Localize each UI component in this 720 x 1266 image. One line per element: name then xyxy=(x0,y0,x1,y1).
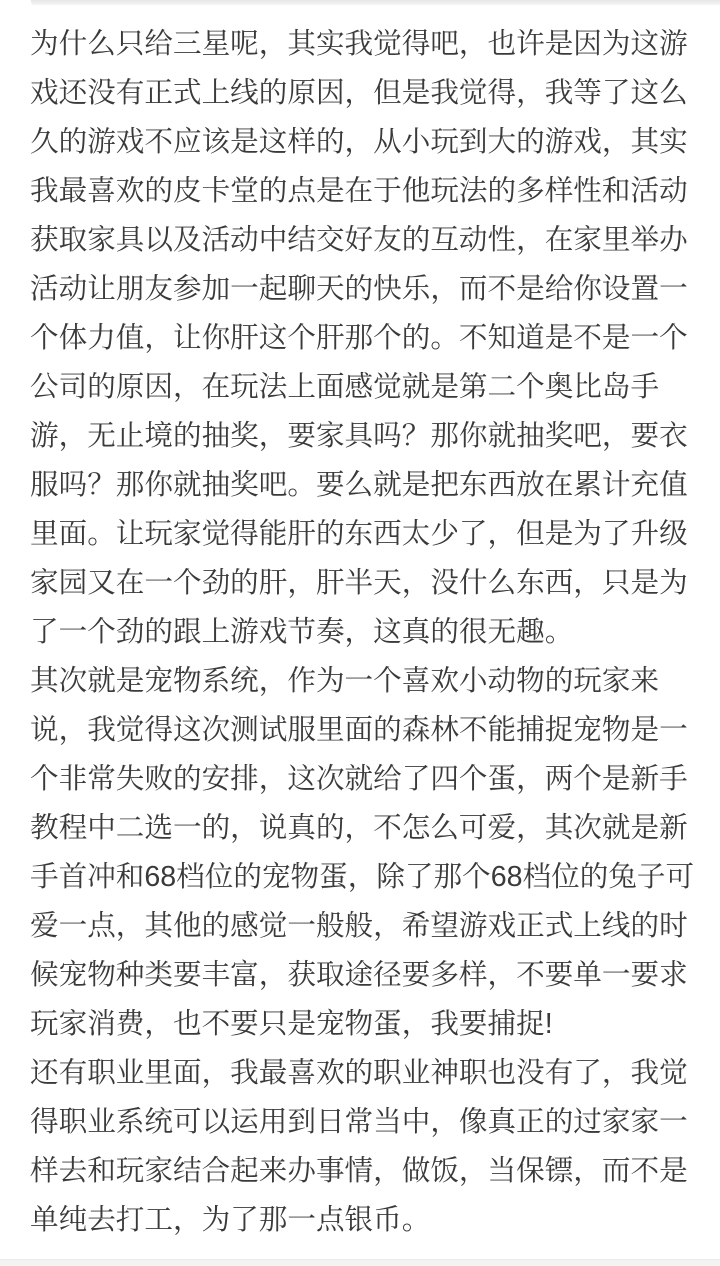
review-line: 手首冲和68档位的宠物蛋，除了那个68档位的兔子可 xyxy=(30,861,695,893)
review-line: 为什么只给三星呢，其实我觉得吧，也许是因为这游 xyxy=(30,28,688,60)
review-line: 单纯去打工，为了那一点银币。 xyxy=(30,1204,431,1236)
review-line: 游，无止境的抽奖，要家具吗？那你就抽奖吧，要衣 xyxy=(30,420,688,452)
review-paragraph-gameplay xyxy=(30,20,692,657)
review-line: 候宠物种类要丰富，获取途径要多样，不要单一要求 xyxy=(30,959,688,991)
review-line: 其次就是宠物系统，作为一个喜欢小动物的玩家来 xyxy=(30,665,660,697)
review-line: 了一个劲的跟上游戏节奏，这真的很无趣。 xyxy=(30,616,574,648)
review-paragraph-jobs xyxy=(30,1049,692,1245)
review-line: 个非常失败的安排，这次就给了四个蛋，两个是新手 xyxy=(30,763,688,795)
review-paragraph-pets xyxy=(30,657,695,1049)
review-line: 获取家具以及活动中结交好友的互动性，在家里举办 xyxy=(30,224,688,256)
review-line: 样去和玩家结合起来办事情，做饭，当保镖，而不是 xyxy=(30,1155,688,1187)
review-line: 玩家消费，也不要只是宠物蛋，我要捕捉! xyxy=(30,1008,553,1040)
review-line: 公司的原因，在玩法上面感觉就是第二个奥比岛手 xyxy=(30,371,660,403)
review-line: 服吗？那你就抽奖吧。要么就是把东西放在累计充值 xyxy=(30,469,688,501)
review-line: 个体力值，让你肝这个肝那个的。不知道是不是一个 xyxy=(30,322,688,354)
review-line: 戏还没有正式上线的原因，但是我觉得，我等了这么 xyxy=(30,77,688,109)
review-line: 久的游戏不应该是这样的，从小玩到大的游戏，其实 xyxy=(30,126,688,158)
top-divider xyxy=(31,0,720,5)
review-line: 爱一点，其他的感觉一般般，希望游戏正式上线的时 xyxy=(30,910,688,942)
review-line: 得职业系统可以运用到日常当中，像真正的过家家一 xyxy=(30,1106,688,1138)
review-line: 里面。让玩家觉得能肝的东西太少了，但是为了升级 xyxy=(30,518,688,550)
review-line: 还有职业里面，我最喜欢的职业神职也没有了，我觉 xyxy=(30,1057,688,1089)
review-text xyxy=(30,20,695,1245)
review-line: 活动让朋友参加一起聊天的快乐，而不是给你设置一 xyxy=(30,273,688,305)
bottom-divider xyxy=(0,1259,720,1266)
review-line: 教程中二选一的，说真的，不怎么可爱，其次就是新 xyxy=(30,812,688,844)
review-line: 说，我觉得这次测试服里面的森林不能捕捉宠物是一 xyxy=(30,714,688,746)
review-line: 家园又在一个劲的肝，肝半天，没什么东西，只是为 xyxy=(30,567,688,599)
review-line: 我最喜欢的皮卡堂的点是在于他玩法的多样性和活动 xyxy=(30,175,688,207)
